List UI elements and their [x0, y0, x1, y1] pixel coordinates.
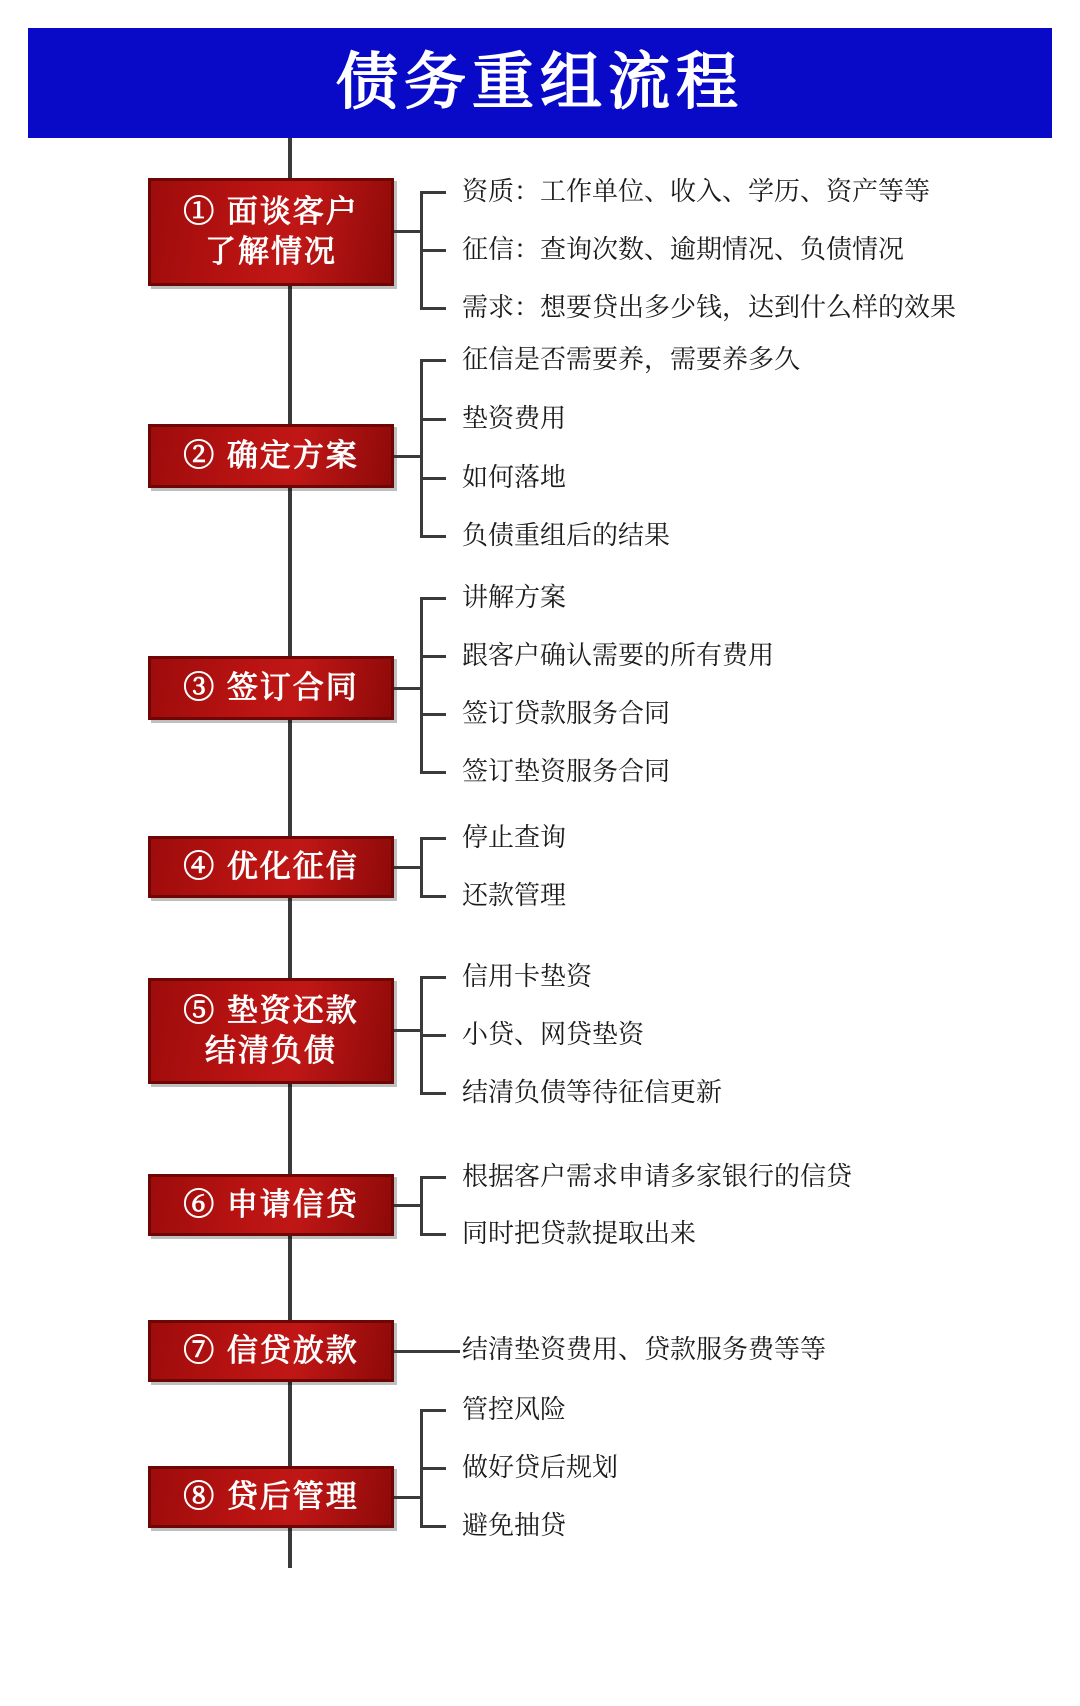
detail-text: 签订贷款服务合同 [462, 698, 671, 728]
detail-text: 信用卡垫资 [462, 961, 593, 991]
detail-tick [420, 307, 446, 310]
step-bracket-2 [420, 360, 423, 536]
detail-text: 负债重组后的结果 [462, 520, 671, 550]
bracket-stub [394, 455, 422, 458]
title-banner [28, 28, 1052, 138]
detail-text: 还款管理 [462, 880, 567, 910]
step-box-3[interactable] [148, 656, 394, 720]
detail-tick [420, 1233, 446, 1236]
detail-text: 根据客户需求申请多家银行的信贷 [462, 1161, 853, 1191]
detail-tick [420, 837, 446, 840]
step-box-7[interactable] [148, 1320, 394, 1382]
detail-tick [420, 895, 446, 898]
bracket-stub [394, 230, 422, 233]
step-box-1[interactable] [148, 178, 394, 286]
bracket-stub [394, 1350, 460, 1353]
detail-text: 如何落地 [462, 462, 567, 492]
bracket-stub [394, 1029, 422, 1032]
detail-tick [420, 535, 446, 538]
step-box-line: ① 面谈客户 [183, 194, 359, 229]
step-box-line: ⑥ 申请信贷 [183, 1187, 359, 1222]
detail-tick [420, 771, 446, 774]
detail-text: 资质：工作单位、收入、学历、资产等等 [462, 176, 931, 206]
detail-text: 需求：想要贷出多少钱，达到什么样的效果 [462, 292, 957, 322]
step-box-line: ④ 优化征信 [183, 849, 359, 884]
step-box-line: ② 确定方案 [183, 438, 359, 473]
detail-tick [420, 418, 446, 421]
detail-tick [420, 1176, 446, 1179]
step-box-line: 了解情况 [205, 234, 337, 269]
detail-tick [420, 1092, 446, 1095]
detail-tick [420, 249, 446, 252]
step-box-6[interactable] [148, 1174, 394, 1236]
detail-text: 做好贷后规划 [462, 1452, 619, 1482]
detail-text: 避免抽贷 [462, 1510, 567, 1540]
bracket-stub [394, 1204, 422, 1207]
page-title: 债务重组流程 [335, 48, 744, 117]
step-box-line: ⑦ 信贷放款 [183, 1333, 359, 1368]
bracket-stub [394, 1496, 422, 1499]
step-box-line: 结清负债 [205, 1033, 337, 1068]
step-box-2[interactable] [148, 424, 394, 488]
detail-text: 结清垫资费用、贷款服务费等等 [462, 1334, 827, 1364]
detail-text: 签订垫资服务合同 [462, 756, 671, 786]
step-box-line: ⑧ 贷后管理 [183, 1479, 359, 1514]
bracket-stub [394, 866, 422, 869]
detail-text: 跟客户确认需要的所有费用 [462, 640, 775, 670]
detail-tick [420, 597, 446, 600]
detail-text: 征信是否需要养，需要养多久 [462, 344, 801, 374]
detail-tick [420, 976, 446, 979]
detail-tick [420, 1525, 446, 1528]
step-box-8[interactable] [148, 1466, 394, 1528]
detail-tick [420, 1467, 446, 1470]
step-bracket-3 [420, 598, 423, 772]
detail-tick [420, 1409, 446, 1412]
detail-tick [420, 191, 446, 194]
detail-text: 征信：查询次数、逾期情况、负债情况 [462, 234, 905, 264]
bracket-stub [394, 687, 422, 690]
step-box-line: ⑤ 垫资还款 [183, 993, 359, 1028]
detail-text: 垫资费用 [462, 403, 567, 433]
detail-tick [420, 477, 446, 480]
detail-tick [420, 713, 446, 716]
detail-tick [420, 359, 446, 362]
step-box-line: ③ 签订合同 [183, 670, 359, 705]
detail-text: 同时把贷款提取出来 [462, 1218, 697, 1248]
step-box-4[interactable] [148, 836, 394, 898]
detail-text: 讲解方案 [462, 582, 567, 612]
detail-text: 管控风险 [462, 1394, 567, 1424]
detail-tick [420, 655, 446, 658]
step-box-5[interactable] [148, 978, 394, 1084]
detail-text: 结清负债等待征信更新 [462, 1077, 723, 1107]
detail-text: 小贷、网贷垫资 [462, 1019, 645, 1049]
detail-tick [420, 1034, 446, 1037]
detail-text: 停止查询 [462, 822, 567, 852]
